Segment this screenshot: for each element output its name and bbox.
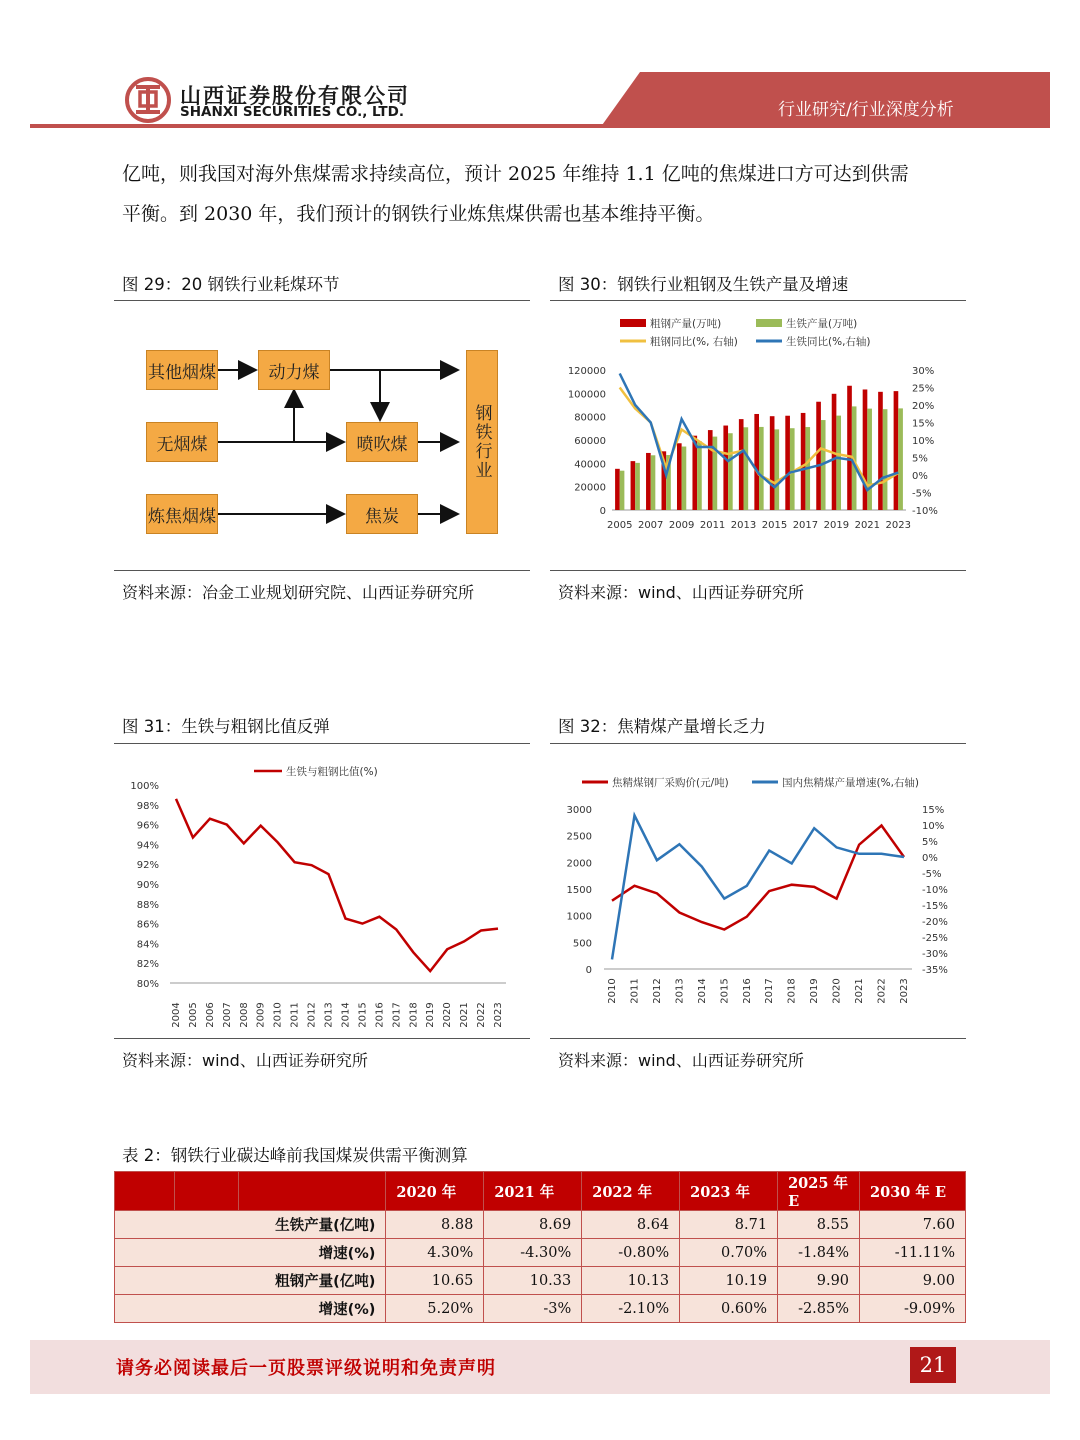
x-tick-label: 2011 (699, 520, 726, 531)
fig32-title: 图 32：焦精煤产量增长乏力 (558, 717, 766, 736)
x-tick-label: 2018 (786, 978, 798, 1004)
y-tick-label: 80% (136, 979, 159, 990)
table-cell: 10.33 (484, 1267, 582, 1295)
bar (615, 469, 620, 510)
bar (894, 391, 899, 510)
x-tick-label: 2021 (854, 978, 866, 1004)
x-tick-label: 2019 (823, 520, 850, 531)
table-cell: -0.80% (582, 1239, 680, 1267)
legend-label: 粗钢产量(万吨) (650, 318, 722, 330)
bar (744, 427, 749, 510)
bar (867, 409, 872, 510)
y-tick-label: 100000 (567, 389, 606, 401)
y2-tick-label: 25% (912, 383, 935, 395)
x-tick-label: 2010 (272, 1002, 284, 1028)
fig29-source: 资料来源：冶金工业规划研究院、山西证券研究所 (122, 583, 475, 602)
legend-label: 生铁同比(%,右轴) (786, 336, 871, 348)
table-cell: -2.10% (582, 1295, 680, 1323)
disclaimer-link[interactable]: 请务必阅读最后一页股票评级说明和免责声明 (116, 1358, 496, 1379)
table2 (114, 1171, 966, 1323)
y-tick-label: 20000 (574, 482, 606, 494)
y-tick-label: 40000 (574, 459, 606, 471)
table-cell: 5.20% (386, 1295, 484, 1323)
x-tick-label: 2016 (741, 978, 753, 1004)
bar (728, 433, 733, 510)
row-label: 生铁产量(亿吨) (115, 1211, 386, 1239)
bar (651, 455, 656, 510)
y-tick-label: 120000 (567, 366, 606, 377)
x-tick-label: 2008 (238, 1002, 250, 1028)
x-tick-label: 2013 (323, 1002, 335, 1028)
x-tick-label: 2014 (696, 978, 708, 1004)
table-header-cell: 2023 年 (680, 1172, 778, 1211)
y-tick-label: 2000 (566, 858, 592, 870)
fig32-top-rule (550, 743, 966, 744)
x-tick-label: 2015 (761, 520, 788, 531)
bar (754, 414, 759, 510)
y2-tick-label: 10% (922, 821, 945, 832)
y2-tick-label: -30% (922, 949, 948, 960)
fig30-chart (550, 302, 966, 568)
box-steel-industry: 钢铁行业 (466, 350, 498, 534)
bar (790, 428, 795, 510)
box-pci-coal: 喷吹煤 (346, 422, 418, 462)
bar (836, 416, 841, 510)
paragraph-line-1: 亿吨，则我国对海外焦煤需求持续高位，预计 2025 年维持 1.1 亿吨的焦煤进口方可达到供需 (122, 163, 909, 185)
section-label: 行业研究/行业深度分析 (778, 100, 954, 120)
fig31-top-rule (114, 743, 530, 744)
fig32-bottom-rule (550, 1038, 966, 1039)
bar (682, 447, 687, 510)
y2-tick-label: -20% (922, 917, 948, 928)
y-tick-label: 1500 (566, 885, 592, 896)
table-cell: 9.90 (778, 1267, 860, 1295)
table-header-blank (115, 1172, 175, 1211)
x-tick-label: 2009 (668, 520, 695, 531)
y2-tick-label: -5% (922, 869, 942, 880)
y-tick-label: 98% (136, 800, 159, 812)
x-tick-label: 2017 (792, 520, 819, 531)
bar (620, 471, 625, 510)
table-cell: 9.00 (860, 1267, 966, 1295)
x-tick-label: 2005 (187, 1002, 199, 1028)
x-tick-label: 2023 (885, 520, 911, 531)
company-name-cn: 山西证券股份有限公司 (180, 84, 410, 108)
fig32-source: 资料来源：wind、山西证券研究所 (558, 1051, 804, 1070)
table-cell: -4.30% (484, 1239, 582, 1267)
x-tick-label: 2020 (442, 1002, 454, 1028)
y2-tick-label: 5% (912, 453, 928, 465)
table-row (115, 1211, 966, 1239)
bar (801, 413, 806, 510)
y-tick-label: 2500 (566, 831, 592, 843)
fig31-title: 图 31：生铁与粗钢比值反弹 (122, 717, 330, 736)
bar (646, 453, 651, 510)
x-tick-label: 2016 (374, 1002, 386, 1028)
fig29-title: 图 29：20 钢铁行业耗煤环节 (122, 275, 340, 294)
legend-label: 生铁产量(万吨) (786, 318, 858, 330)
x-tick-label: 2007 (637, 520, 664, 531)
x-tick-label: 2007 (221, 1002, 233, 1028)
x-tick-label: 2013 (674, 978, 686, 1004)
fig31-bottom-rule (114, 1038, 530, 1039)
bar (739, 419, 744, 510)
table-cell: 8.55 (778, 1211, 860, 1239)
y2-tick-label: -25% (922, 933, 948, 944)
fig31-source: 资料来源：wind、山西证券研究所 (122, 1051, 368, 1070)
table-cell: 0.70% (680, 1239, 778, 1267)
box-anthracite: 无烟煤 (146, 422, 218, 462)
x-tick-label: 2017 (391, 1002, 403, 1028)
bar (697, 441, 702, 510)
y-tick-label: 82% (136, 959, 159, 971)
x-tick-label: 2021 (854, 520, 881, 531)
y2-tick-label: 0% (912, 471, 928, 482)
x-tick-label: 2012 (651, 978, 663, 1004)
table-header-cell: 2025 年 E (778, 1172, 860, 1211)
x-tick-label: 2023 (493, 1002, 504, 1028)
fig30-bottom-rule (550, 570, 966, 571)
box-coke: 焦炭 (346, 494, 418, 534)
bar (816, 402, 821, 510)
x-tick-label: 2004 (171, 1002, 182, 1028)
x-tick-label: 2009 (255, 1002, 267, 1028)
x-tick-label: 2006 (204, 1002, 216, 1028)
box-other-bituminous: 其他烟煤 (146, 350, 218, 390)
table-header-row (115, 1172, 966, 1211)
x-tick-label: 2021 (459, 1002, 471, 1028)
x-tick-label: 2023 (899, 978, 910, 1004)
table-row (115, 1239, 966, 1267)
y2-tick-label: 15% (912, 418, 935, 430)
table-cell: -9.09% (860, 1295, 966, 1323)
bar (759, 427, 764, 510)
bar (723, 426, 728, 510)
table-cell: 7.60 (860, 1211, 966, 1239)
y-tick-label: 80000 (574, 412, 606, 424)
table-cell: 8.69 (484, 1211, 582, 1239)
y2-tick-label: -15% (922, 901, 948, 912)
y2-tick-label: -5% (912, 488, 932, 500)
y2-tick-label: -10% (922, 885, 948, 896)
legend-label: 国内焦精煤产量增速(%,右轴) (782, 777, 920, 789)
y-tick-label: 92% (136, 860, 159, 872)
table-cell: -1.84% (778, 1239, 860, 1267)
table-header-blank (174, 1172, 238, 1211)
fig32-chart (550, 745, 966, 1035)
box-thermal-coal: 动力煤 (258, 350, 330, 390)
bar (774, 429, 779, 510)
x-tick-label: 2019 (425, 1002, 437, 1028)
y-tick-label: 84% (136, 939, 159, 951)
x-tick-label: 2005 (607, 520, 633, 531)
table-cell: 0.60% (680, 1295, 778, 1323)
bar (708, 430, 713, 510)
bar (631, 461, 636, 510)
table2-title: 表 2：钢铁行业碳达峰前我国煤炭供需平衡测算 (122, 1146, 468, 1165)
legend-swatch (620, 319, 646, 327)
company-logo-icon (124, 76, 172, 124)
table-header-blank (238, 1172, 386, 1211)
table-cell: -3% (484, 1295, 582, 1323)
table-cell: 10.65 (386, 1267, 484, 1295)
x-tick-label: 2022 (476, 1002, 488, 1028)
bar (847, 386, 852, 510)
table-row (115, 1295, 966, 1323)
y-tick-label: 88% (136, 899, 159, 911)
box-coking-coal: 炼焦烟煤 (146, 494, 218, 534)
y-tick-label: 500 (572, 938, 592, 950)
legend-label: 生铁与粗钢比值(%) (286, 766, 378, 778)
y-tick-label: 86% (136, 919, 159, 931)
table-cell: 4.30% (386, 1239, 484, 1267)
table-header-cell: 2020 年 (386, 1172, 484, 1211)
legend-swatch (756, 319, 782, 327)
bar (785, 416, 790, 510)
x-tick-label: 2013 (730, 520, 757, 531)
table-row (115, 1267, 966, 1295)
table-header-cell: 2021 年 (484, 1172, 582, 1211)
x-tick-label: 2022 (876, 978, 888, 1004)
y2-tick-label: 30% (912, 366, 935, 377)
y-tick-label: 90% (136, 880, 159, 891)
x-tick-label: 2019 (809, 978, 821, 1004)
table-cell: -2.85% (778, 1295, 860, 1323)
fig31-chart (114, 745, 530, 1035)
y2-tick-label: 5% (922, 837, 938, 848)
x-tick-label: 2015 (719, 978, 731, 1004)
row-label: 增速(%) (115, 1239, 386, 1267)
y2-tick-label: -10% (912, 506, 938, 517)
y2-tick-label: 15% (922, 805, 945, 816)
table-cell: 8.71 (680, 1211, 778, 1239)
series-line (612, 815, 904, 959)
fig29-bottom-rule (114, 570, 530, 571)
series-line (612, 826, 904, 930)
fig30-top-rule (550, 300, 966, 301)
paragraph-line-2: 平衡。到 2030 年，我们预计的钢铁行业炼焦煤供需也基本维持平衡。 (122, 203, 715, 225)
y2-tick-label: -35% (922, 965, 948, 976)
y-tick-label: 3000 (566, 805, 592, 816)
bar (878, 392, 883, 510)
x-tick-label: 2011 (629, 978, 641, 1004)
y-tick-label: 60000 (574, 436, 606, 447)
y-tick-label: 1000 (566, 911, 592, 923)
fig30-source: 资料来源：wind、山西证券研究所 (558, 583, 804, 602)
bar (863, 389, 868, 510)
page-number: 21 (910, 1347, 956, 1383)
x-tick-label: 2015 (357, 1002, 369, 1028)
bar (883, 409, 888, 510)
fig29-diagram (114, 300, 530, 570)
table-cell: 8.64 (582, 1211, 680, 1239)
x-tick-label: 2014 (340, 1002, 352, 1028)
y2-tick-label: 0% (922, 853, 938, 864)
table-cell: 8.88 (386, 1211, 484, 1239)
y-tick-label: 0 (585, 965, 592, 976)
x-tick-label: 2018 (408, 1002, 420, 1028)
table-header-cell: 2030 年 E (860, 1172, 966, 1211)
table-cell: -11.11% (860, 1239, 966, 1267)
x-tick-label: 2017 (764, 978, 776, 1004)
bar (770, 416, 775, 510)
y2-tick-label: 20% (912, 401, 935, 412)
fig30-title: 图 30：钢铁行业粗钢及生铁产量及增速 (558, 275, 849, 294)
row-label: 增速(%) (115, 1295, 386, 1323)
x-tick-label: 2012 (306, 1002, 318, 1028)
bar (677, 443, 682, 510)
table-cell: 10.19 (680, 1267, 778, 1295)
row-label: 粗钢产量(亿吨) (115, 1267, 386, 1295)
legend-label: 焦精煤钢厂采购价(元/吨) (612, 777, 729, 789)
y2-tick-label: 10% (912, 436, 935, 447)
bar (898, 408, 903, 510)
y-tick-label: 0 (599, 506, 606, 517)
y-tick-label: 96% (136, 820, 159, 832)
legend-label: 粗钢同比(%, 右轴) (650, 336, 738, 348)
series-line (176, 799, 498, 971)
y-tick-label: 94% (136, 840, 159, 852)
table-header-cell: 2022 年 (582, 1172, 680, 1211)
company-name-en: SHANXI SECURITIES CO., LTD. (180, 104, 404, 120)
x-tick-label: 2010 (607, 978, 618, 1004)
table-cell: 10.13 (582, 1267, 680, 1295)
y-tick-label: 100% (130, 781, 159, 792)
bar (635, 463, 640, 510)
x-tick-label: 2011 (289, 1002, 301, 1028)
x-tick-label: 2020 (831, 978, 843, 1004)
